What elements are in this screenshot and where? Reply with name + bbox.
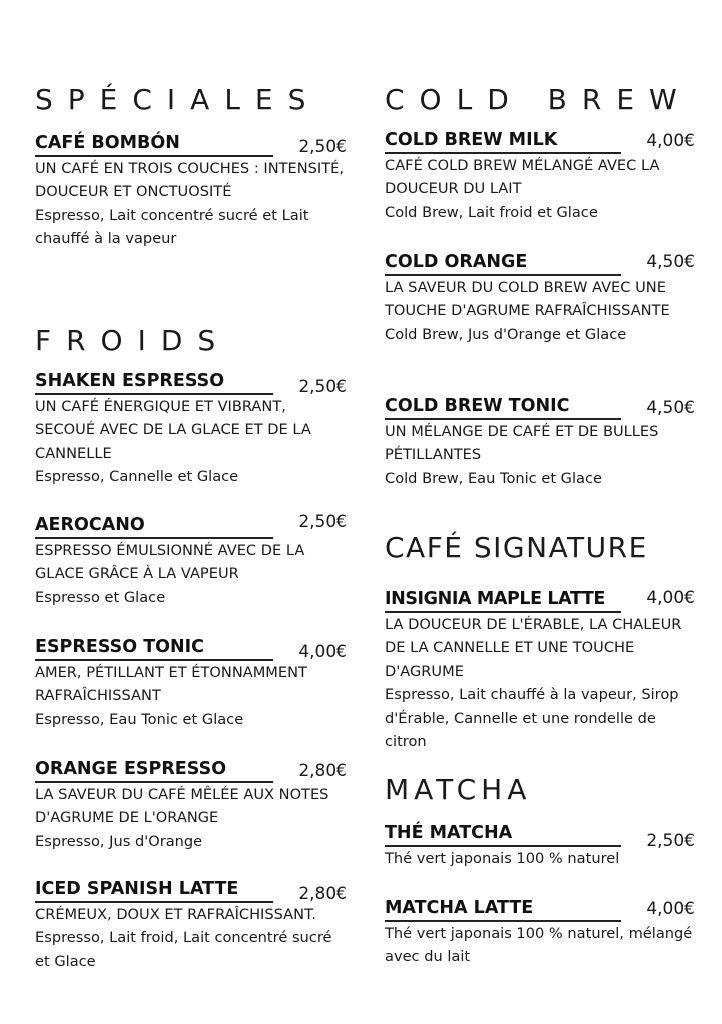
item-ingredients: Thé vert japonais 100 % naturel, mélangé avec du lait: [385, 925, 693, 966]
item-underline: [385, 418, 621, 420]
section-title-cafe-signature: CAFÉ SIGNATURE: [385, 531, 648, 564]
section-title-froids: FROIDS: [35, 324, 231, 357]
item-underline: [385, 611, 621, 613]
item-header: [385, 250, 695, 276]
item-ingredients: Espresso, Cannelle et Glace: [35, 468, 239, 486]
item-body: [35, 157, 347, 251]
item-header: [385, 394, 695, 420]
menu-item-the-matcha: [385, 821, 695, 870]
item-name: ICED SPANISH LATTE: [35, 879, 239, 899]
item-description: LA DOUCEUR DE L'ÉRABLE, LA CHALEUR DE LA CANNELLE ET UNE TOUCHE D'AGRUME: [385, 616, 682, 680]
item-ingredients: Espresso et Glace: [35, 588, 166, 606]
item-underline: [35, 393, 273, 395]
item-header: [385, 821, 695, 851]
menu-item-orange-espresso: [35, 757, 347, 853]
item-description: CRÉMEUX, DOUX ET RAFRAÎCHISSANT.: [35, 906, 316, 923]
section-title-matcha: MATCHA: [385, 773, 532, 806]
item-description: LA SAVEUR DU CAFÉ MÊLÉE AUX NOTES D'AGRUME DE L'ORANGE: [35, 786, 329, 827]
item-header: [35, 757, 347, 783]
item-description: UN CAFÉ ÉNERGIQUE ET VIBRANT, SECOUÉ AVEC DE LA GLACE ET DE LA CANNELLE: [35, 398, 311, 462]
item-name: COLD BREW MILK: [385, 130, 558, 150]
menu-item-cold-brew-milk: [385, 128, 695, 224]
menu-item-shaken-espresso: [35, 369, 347, 489]
item-body: [35, 661, 347, 731]
item-header: [385, 896, 695, 922]
item-price: 4,00€: [298, 642, 347, 662]
item-body: [385, 613, 695, 753]
item-price: 2,80€: [298, 761, 347, 781]
item-name: COLD ORANGE: [385, 252, 528, 272]
item-description: CAFÉ COLD BREW MÉLANGÉ AVEC LA DOUCEUR DU LAIT: [385, 157, 660, 198]
item-ingredients: Espresso, Jus d'Orange: [35, 832, 203, 850]
menu-item-aerocano: [35, 513, 347, 609]
item-price: 2,50€: [298, 512, 347, 532]
item-body: [385, 154, 695, 224]
item-name: MATCHA LATTE: [385, 898, 534, 918]
menu-item-iced-spanish-latte: [35, 877, 347, 973]
item-name: SHAKEN ESPRESSO: [35, 371, 225, 391]
item-underline: [35, 901, 273, 903]
item-body: [35, 395, 347, 489]
item-underline: [35, 659, 273, 661]
item-body: [35, 903, 347, 973]
item-price: 2,50€: [298, 377, 347, 397]
item-name: CAFÉ BOMBÓN: [35, 133, 180, 153]
menu-item-cold-brew-tonic: [385, 394, 695, 490]
item-name: ESPRESSO TONIC: [35, 637, 205, 657]
right-column: [385, 0, 695, 1024]
item-body: [385, 276, 695, 346]
item-underline: [35, 537, 273, 539]
item-underline: [385, 274, 621, 276]
item-body: [35, 539, 347, 609]
item-header: [385, 587, 695, 613]
item-name: COLD BREW TONIC: [385, 396, 570, 416]
item-description: LA SAVEUR DU COLD BREW AVEC UNE TOUCHE D'AGRUME RAFRAÎCHISSANTE: [385, 279, 670, 320]
item-ingredients: Cold Brew, Lait froid et Glace: [385, 203, 598, 221]
item-underline: [385, 920, 621, 922]
item-price: 2,50€: [298, 137, 347, 157]
item-header: [35, 635, 347, 661]
item-name: INSIGNIA MAPLE LATTE: [385, 589, 605, 609]
item-ingredients: Espresso, Lait concentré sucré et Lait chauffé à la vapeur: [35, 206, 309, 248]
item-underline: [35, 781, 273, 783]
item-ingredients: Thé vert japonais 100 % naturel: [385, 850, 620, 867]
item-header: [35, 877, 347, 903]
section-title-cold-brew: COLD BREW: [385, 83, 692, 116]
item-underline: [385, 845, 621, 847]
item-price: 4,50€: [646, 398, 695, 418]
item-header: [35, 513, 347, 539]
item-header: [35, 131, 347, 157]
item-price: 2,80€: [298, 884, 347, 904]
item-header: [35, 369, 347, 395]
item-ingredients: Cold Brew, Jus d'Orange et Glace: [385, 325, 627, 343]
item-body: [385, 922, 695, 969]
item-price: 4,00€: [646, 131, 695, 151]
item-ingredients: Espresso, Lait chauffé à la vapeur, Sirop d'Érable, Cannelle et une rondelle de citron: [385, 686, 679, 751]
item-price: 2,50€: [646, 831, 695, 851]
item-price: 4,00€: [646, 588, 695, 608]
item-ingredients: Espresso, Eau Tonic et Glace: [35, 710, 244, 728]
left-column: [35, 0, 347, 1024]
item-header: [385, 128, 695, 154]
item-underline: [35, 155, 273, 157]
item-price: 4,00€: [646, 899, 695, 919]
menu-item-matcha-latte: [385, 896, 695, 969]
section-title-speciales: SPÉCIALES: [35, 83, 321, 116]
menu-item-cafe-bombon: [35, 131, 347, 251]
item-description: UN CAFÉ EN TROIS COUCHES : INTENSITÉ, DOUCEUR ET ONCTUOSITÉ: [35, 160, 345, 201]
item-underline: [385, 152, 621, 154]
item-body: [35, 783, 347, 853]
item-name: ORANGE ESPRESSO: [35, 759, 227, 779]
item-description: ESPRESSO ÉMULSIONNÉ AVEC DE LA GLACE GRÂCE À LA VAPEUR: [35, 542, 305, 583]
item-description: AMER, PÉTILLANT ET ÉTONNAMMENT RAFRAÎCHISSANT: [35, 664, 307, 705]
item-price: 4,50€: [646, 252, 695, 272]
menu-item-cold-orange: [385, 250, 695, 346]
item-name: AEROCANO: [35, 515, 145, 535]
menu-item-espresso-tonic: [35, 635, 347, 731]
item-ingredients: Cold Brew, Eau Tonic et Glace: [385, 469, 602, 487]
item-description: UN MÉLANGE DE CAFÉ ET DE BULLES PÉTILLANTES: [385, 423, 659, 464]
menu-item-insignia-maple-latte: [385, 587, 695, 753]
item-ingredients: Espresso, Lait froid, Lait concentré sucré et Glace: [35, 929, 332, 970]
item-name: THÉ MATCHA: [385, 823, 513, 843]
item-body: [385, 420, 695, 490]
